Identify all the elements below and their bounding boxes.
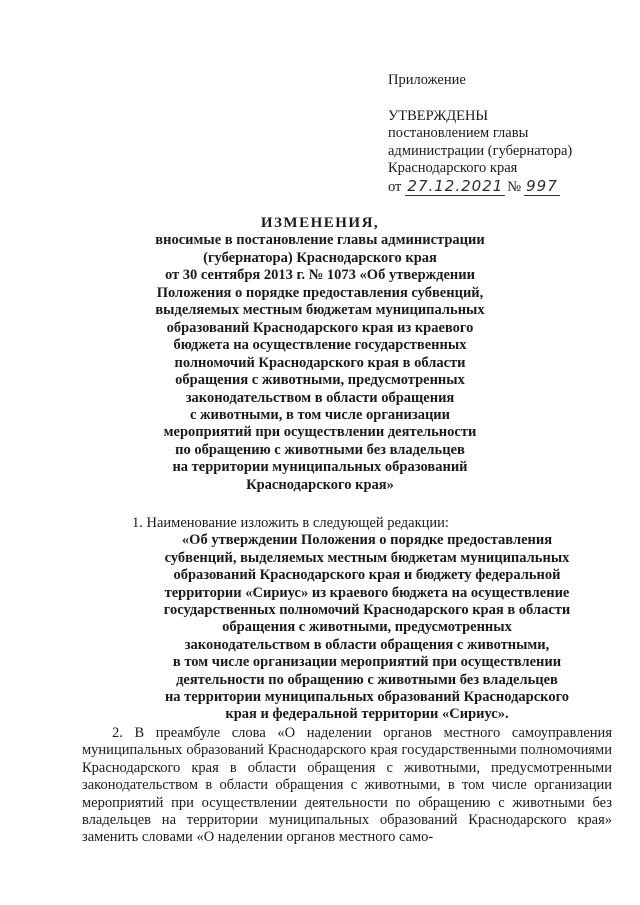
title-line: вносимые в постановление главы администрации <box>155 232 485 249</box>
document-title <box>0 215 640 494</box>
document-body <box>82 515 612 847</box>
title-heading: ИЗМЕНЕНИЯ, <box>260 215 380 231</box>
quote-line: на территории муниципальных образований Краснодарского <box>164 689 570 706</box>
handwritten-date: 27.12.2021 <box>407 176 504 195</box>
item-2: 2. В преамбуле слова «О наделении органов местного самоуправления муниципальных образований Краснодарского края государственными полномочиями Краснодарского края в области обращения с животными, предусмотренными законодательством в области обращения с животными, в том числе организации мероприятий при осуществлении деятельности по обращению с животными без владельцев на территории муниципальных образований Краснодарского края» заменить словами «О наделении органов местного само- <box>82 724 612 846</box>
quote-line: государственных полномочий Краснодарского края в области <box>163 602 571 619</box>
title-line: Краснодарского края» <box>246 476 394 493</box>
title-line: образований Краснодарского края из краевого <box>166 319 474 336</box>
appendix-label: Приложение <box>388 72 466 88</box>
quote-line: территории «Сириус» из краевого бюджета на осуществление <box>164 584 570 601</box>
title-line: на территории муниципальных образований <box>172 459 468 476</box>
title-line: полномочий Краснодарского края в области <box>174 354 466 371</box>
approval-block <box>388 72 628 196</box>
quote-line: субвенций, выделяемых местным бюджетам муниципальных <box>164 549 570 566</box>
quote-line: обращения с животными, предусмотренных <box>222 619 512 636</box>
approval-line-2: администрации (губернатора) <box>388 142 573 159</box>
item-1: 1. Наименование изложить в следующей редакции: <box>132 515 449 531</box>
quote-line: «Об утверждении Положения о порядке предоставления <box>181 532 553 549</box>
quote-line: края и федеральной территории «Сириус». <box>225 706 509 723</box>
title-line: по обращению с животными без владельцев <box>175 441 465 458</box>
spacer <box>388 90 628 108</box>
approval-line-1: постановлением главы <box>388 125 529 141</box>
quote-line: образований Краснодарского края и бюджету федеральной <box>173 567 561 584</box>
title-line: выделяемых местным бюджетам муниципальных <box>155 302 485 319</box>
title-line: мероприятий при осуществлении деятельности <box>163 424 477 441</box>
approved-label: УТВЕРЖДЕНЫ <box>388 107 489 124</box>
handwritten-number: 997 <box>526 176 558 195</box>
quote-line: в том числе организации мероприятий при осуществлении <box>172 654 562 671</box>
title-line: бюджета на осуществление государственных <box>173 337 467 354</box>
title-line: от 30 сентября 2013 г. № 1073 «Об утверждении <box>165 267 475 284</box>
number-prefix: № <box>507 178 522 195</box>
date-prefix: от <box>388 178 402 195</box>
title-line: законодательством в области обращения <box>185 389 455 406</box>
title-line: Положения о порядке предоставления субвенций, <box>156 284 484 301</box>
title-line: обращения с животными, предусмотренных <box>175 372 465 389</box>
date-number-line <box>388 178 628 197</box>
quote-line: законодательством в области обращения с животными, <box>184 636 550 653</box>
quote-line: деятельности по обращению с животными без владельцев <box>176 671 558 688</box>
title-line: с животными, в том числе организации <box>189 406 451 423</box>
quoted-title <box>122 532 612 723</box>
approval-line-3: Краснодарского края <box>388 160 518 176</box>
title-line: (губернатора) Краснодарского края <box>203 249 437 266</box>
